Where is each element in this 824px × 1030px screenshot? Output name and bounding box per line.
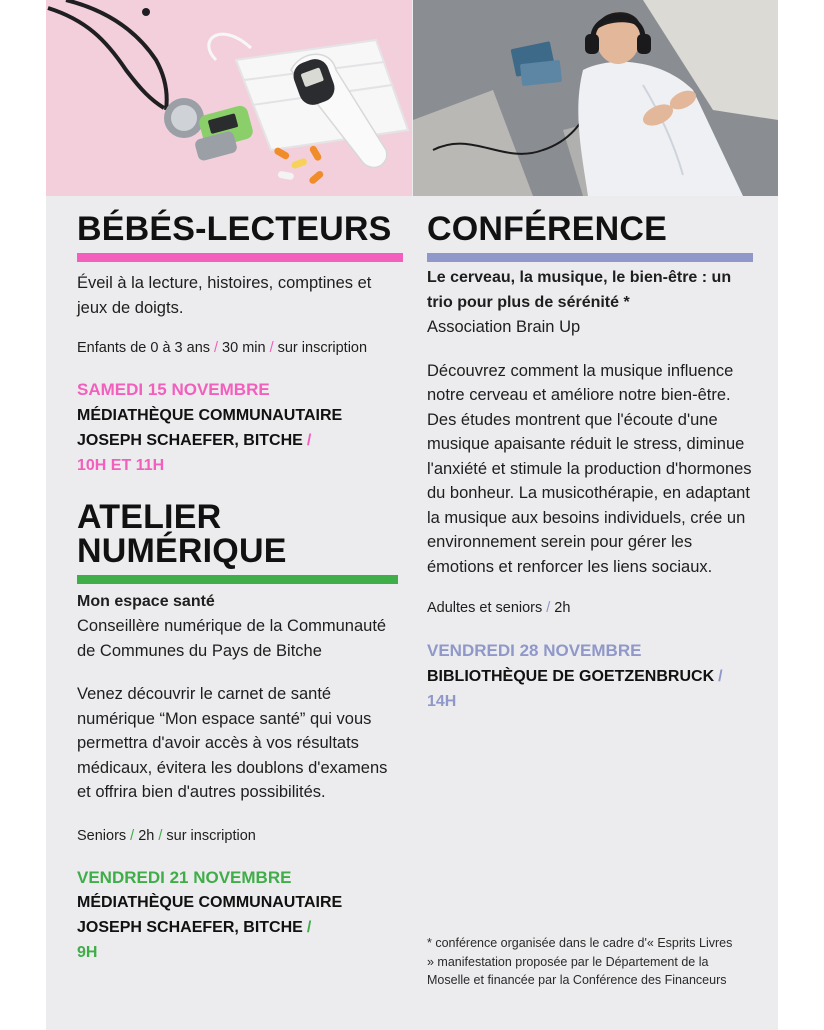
atelier-title-line2: NUMÉRIQUE (77, 531, 287, 570)
atelier-date: VENDREDI 21 NOVEMBRE (77, 867, 292, 887)
separator: / (269, 340, 274, 356)
atelier-title-line1: ATELIER (77, 497, 222, 536)
bebes-duration: 30 min (222, 340, 266, 356)
separator: / (214, 340, 219, 356)
atelier-venue-line2: JOSEPH SCHAEFER, BITCHE (77, 919, 303, 936)
conference-date: VENDREDI 28 NOVEMBRE (427, 641, 642, 660)
conference-footnote: * conférence organisée dans le cadre d'« Esprits Livres » manifestation proposée par le Département de la Moselle et financée par la Conférence des Financeurs (427, 936, 733, 987)
atelier-registration: sur inscription (166, 827, 256, 844)
left-column (77, 212, 405, 965)
conference-duration: 2h (554, 600, 571, 616)
conference-description: Découvrez comment la musique influence notre cerveau et améliore notre bien-être. Des études montrent que l'écoute d'une musique apaisante réduit le stress, diminue l'anxiété et stimule la production d'hormones du bonheur. La musicothérapie, en adaptant la musique aux besoins individuels, crée un environnement serein pour gérer les émotions et renforcer les liens sociaux. (427, 361, 752, 576)
separator: / (546, 600, 551, 616)
bebes-time-wrapper (77, 453, 405, 478)
atelier-subtitle: Mon espace santé (77, 592, 215, 610)
atelier-meta (77, 826, 405, 846)
medical-equipment-photo (46, 0, 412, 196)
bebes-venue-line2-wrapper (77, 428, 405, 453)
atelier-audience: Seniors (77, 827, 127, 844)
separator: / (306, 431, 312, 449)
blue-divider (427, 253, 753, 262)
atelier-time: 9H (77, 944, 98, 961)
conference-meta (427, 598, 757, 618)
right-column (427, 210, 757, 987)
conference-organizer: Association Brain Up (427, 318, 581, 336)
separator: / (306, 919, 312, 936)
green-divider (77, 575, 398, 584)
conference-title: CONFÉRENCE (427, 210, 668, 248)
atelier-duration: 2h (138, 827, 155, 844)
bebes-lecteurs-title: BÉBÉS-LECTEURS (77, 210, 392, 248)
separator: / (130, 827, 135, 844)
atelier-venue-line1: MÉDIATHÈQUE COMMUNAUTAIRE (77, 894, 343, 911)
separator: / (158, 827, 163, 844)
bebes-registration: sur inscription (277, 340, 368, 356)
person-listening-music-photo (413, 0, 778, 196)
pink-divider (77, 253, 403, 262)
conference-time-wrapper (427, 689, 757, 714)
conference-venue-wrapper (427, 664, 757, 689)
conference-venue: BIBLIOTHÈQUE DE GOETZENBRUCK (427, 667, 715, 685)
conference-subtitle: Le cerveau, la musique, le bien-être : un trio pour plus de sérénité * (427, 269, 732, 311)
bebes-date: SAMEDI 15 NOVEMBRE (77, 380, 270, 399)
atelier-venue-line2-wrapper (77, 915, 405, 940)
conference-time: 14H (427, 692, 457, 710)
bebes-time: 10H ET 11H (77, 456, 165, 474)
bebes-meta (77, 338, 405, 358)
atelier-organizer: Conseillère numérique de la Communauté de Communes du Pays de Bitche (77, 617, 387, 660)
atelier-time-wrapper (77, 940, 405, 965)
atelier-description: Venez découvrir le carnet de santé numérique “Mon espace santé” qui vous permettra d'avoir accès à vos résultats médicaux, évitera les doublons d'examens et offrira bien d'autres possibilités. (77, 685, 388, 801)
bebes-venue-line1: MÉDIATHÈQUE COMMUNAUTAIRE (77, 406, 343, 424)
bebes-venue-line2: JOSEPH SCHAEFER, BITCHE (77, 431, 303, 449)
bebes-audience: Enfants de 0 à 3 ans (77, 340, 211, 356)
separator: / (718, 667, 723, 685)
bebes-description: Éveil à la lecture, histoires, comptines et jeux de doigts. (77, 274, 372, 317)
conference-audience: Adultes et seniors (427, 600, 543, 616)
